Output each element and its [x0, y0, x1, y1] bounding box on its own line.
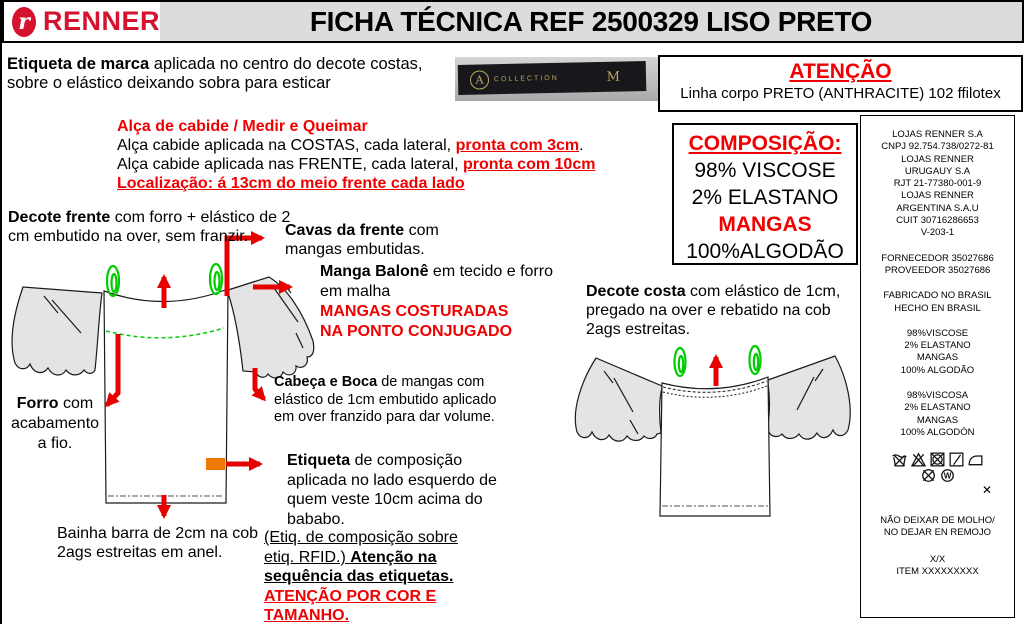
brand-label-note — [7, 55, 459, 93]
care-company-block — [861, 129, 1014, 240]
manga-red-2: NA PONTO CONJUGADO — [320, 323, 513, 340]
care-line: MANGAS — [916, 352, 959, 364]
care-line: CNPJ 92.754.738/0272-81 — [881, 141, 994, 153]
care-line: FABRICADO NO BRASIL — [883, 290, 992, 302]
alca-note — [117, 117, 595, 193]
wet-clean-w-icon — [939, 468, 956, 483]
cabeca-boca-note — [274, 374, 504, 427]
decote-costa-note — [586, 282, 868, 339]
care-line: 2% ELASTANO — [904, 340, 971, 352]
decote-costa-rest: com elástico de 1cm, pregado na over e rebatido na cob 2ags estreitas. — [586, 283, 841, 338]
care-composition-es-block — [861, 390, 1014, 439]
care-line: LOJAS RENNER S.A — [892, 129, 983, 140]
back-garment-drawing — [575, 346, 850, 516]
cabeca-boca-bold: Cabeça e Boca — [274, 374, 378, 390]
manga-bold: Manga Balonê — [320, 263, 429, 280]
composicao-line: 100%ALGODÃO — [686, 240, 844, 263]
care-item-block — [861, 554, 1014, 579]
composicao-line: 2% ELASTANO — [691, 186, 839, 209]
alca-line2 — [117, 136, 595, 155]
composicao-box — [672, 123, 858, 265]
atencao-box — [658, 55, 1023, 112]
care-line: HECHO EN BRASIL — [894, 302, 981, 314]
alca-line4: Localização: á 13cm do meio frente cada lado — [117, 175, 465, 192]
alca-line2-black: Alça cabide aplicada na COSTAS, cada lateral, — [117, 137, 456, 154]
care-line: URUGAUY S.A — [904, 165, 971, 177]
brand-label-strip — [458, 61, 647, 95]
cabeca-boca-rest: de mangas com elástico de 1cm embutido aplicado em over franzido para dar volume. — [274, 374, 497, 425]
care-line: FORNECEDOR 35027686 — [881, 252, 994, 264]
size-letter: M — [606, 69, 621, 85]
brand-label-photo — [455, 57, 662, 101]
collection-emblem-icon: A — [470, 70, 489, 89]
cavas-rest: com mangas embutidas. — [285, 222, 439, 258]
decote-costa-bold: Decote costa — [586, 283, 686, 300]
alca-line2-red: pronta com 3cm — [455, 137, 580, 154]
forro-line-3: a fio. — [37, 435, 73, 452]
rfid-bold-underline: Atenção na sequência das etiquetas. — [264, 548, 454, 585]
manga-rest: em tecido e forro em malha — [320, 263, 553, 300]
decote-frente-bold: Decote frente — [8, 209, 111, 226]
composicao-line: MANGAS — [718, 213, 812, 236]
care-label-column — [860, 115, 1015, 618]
rfid-underline: (Etiq. de composição sobre etiq. RFID.) — [264, 529, 458, 566]
care-line: ARGENTINA S.A.U — [896, 202, 979, 214]
do-not-wash-icon — [891, 452, 908, 467]
svg-text:W: W — [943, 471, 951, 481]
cavas-note — [285, 221, 465, 259]
care-line: RJT 21-77380-001-9 — [893, 178, 982, 190]
renner-logo-icon: r — [12, 7, 36, 37]
alca-line3-red: pronta com 10cm — [462, 156, 596, 173]
care-symbols-row-1 — [861, 452, 1014, 467]
care-line: 100% ALGODÃO — [900, 364, 975, 376]
care-line: NÃO DEIXAR DE MOLHO/ — [880, 514, 995, 526]
manga-red-1: MANGAS COSTURADAS — [320, 303, 509, 320]
care-line: MANGAS — [916, 414, 959, 426]
page-title: FICHA TÉCNICA REF 2500329 LISO PRETO — [309, 5, 873, 37]
forro-bold: Forro — [16, 395, 59, 412]
decote-frente-rest: com forro + elástico de 2 cm embutido na over, sem franzir. — [8, 209, 291, 245]
care-line: CUIT 30716286653 — [896, 215, 979, 227]
care-line: LOJAS RENNER — [901, 190, 974, 202]
care-line: 2% ELASTANO — [904, 402, 971, 414]
header-bar — [2, 0, 1024, 43]
composicao-title: COMPOSIÇÃO: — [688, 132, 842, 155]
cavas-bold: Cavas da frente — [285, 222, 405, 239]
brand-label-note-rest: aplicada no centro do decote costas, sobre o elástico deixando sobra para esticar — [7, 55, 423, 92]
renner-logo — [4, 2, 160, 41]
care-line: 98%VISCOSE — [906, 327, 969, 339]
do-not-tumble-dry-icon — [929, 452, 946, 467]
bainha-note: Bainha barra de 2cm na cob 2ags estreitas em anel. — [57, 525, 259, 561]
care-line: NO DEJAR EN REMOJO — [883, 526, 992, 538]
rfid-note — [264, 528, 482, 626]
etiqueta-note — [287, 451, 505, 529]
rfid-red-warning: ATENÇÃO POR COR E TAMANHO. — [264, 587, 437, 624]
care-soak-block — [861, 515, 1014, 540]
alca-title: Alça de cabide / Medir e Queimar — [117, 118, 368, 135]
care-line: X/X — [929, 554, 946, 566]
forro-note — [4, 394, 106, 454]
do-not-bleach-icon — [910, 452, 927, 467]
brand-label-note-bold: Etiqueta de marca — [7, 55, 150, 73]
dry-in-shade-icon — [948, 452, 965, 467]
etiqueta-rest: de composição aplicada no lado esquerdo de quem veste 10cm acima do bababo. — [287, 452, 497, 528]
forro-rest: com — [58, 395, 94, 412]
care-line: 98%VISCOSA — [906, 390, 969, 402]
alca-line3-black: Alça cabide aplicada nas FRENTE, cada lateral, — [117, 156, 463, 173]
decote-frente-note — [8, 208, 300, 246]
atencao-title: ATENÇÃO — [789, 60, 892, 83]
care-supplier-block — [861, 253, 1014, 278]
cross-mark-icon: ✕ — [981, 483, 992, 498]
renner-logo-wordmark: RENNER — [42, 6, 160, 36]
collection-text: COLLECTION — [493, 74, 559, 83]
care-line: LOJAS RENNER — [901, 153, 974, 165]
do-not-dry-clean-icon — [920, 468, 937, 483]
care-origin-block — [861, 290, 1014, 315]
care-line: PROVEEDOR 35027686 — [884, 264, 991, 276]
etiqueta-bold: Etiqueta — [287, 452, 351, 469]
manga-note — [320, 262, 555, 342]
care-composition-pt-block — [861, 328, 1014, 377]
care-line: ITEM XXXXXXXXX — [896, 566, 979, 578]
alca-line3 — [117, 155, 595, 174]
atencao-body: Linha corpo PRETO (ANTHRACITE) 102 ffilotex — [680, 85, 1001, 102]
composition-tag-marker — [206, 458, 225, 470]
composicao-line: 98% VISCOSE — [694, 159, 836, 182]
care-line: V-203-1 — [920, 227, 955, 239]
care-symbols-row-2 — [861, 468, 1014, 483]
alca-line2-dot: . — [579, 137, 584, 154]
iron-icon — [967, 452, 984, 467]
care-line: 100% ALGODÓN — [900, 426, 975, 438]
forro-line-2: acabamento — [10, 415, 100, 432]
